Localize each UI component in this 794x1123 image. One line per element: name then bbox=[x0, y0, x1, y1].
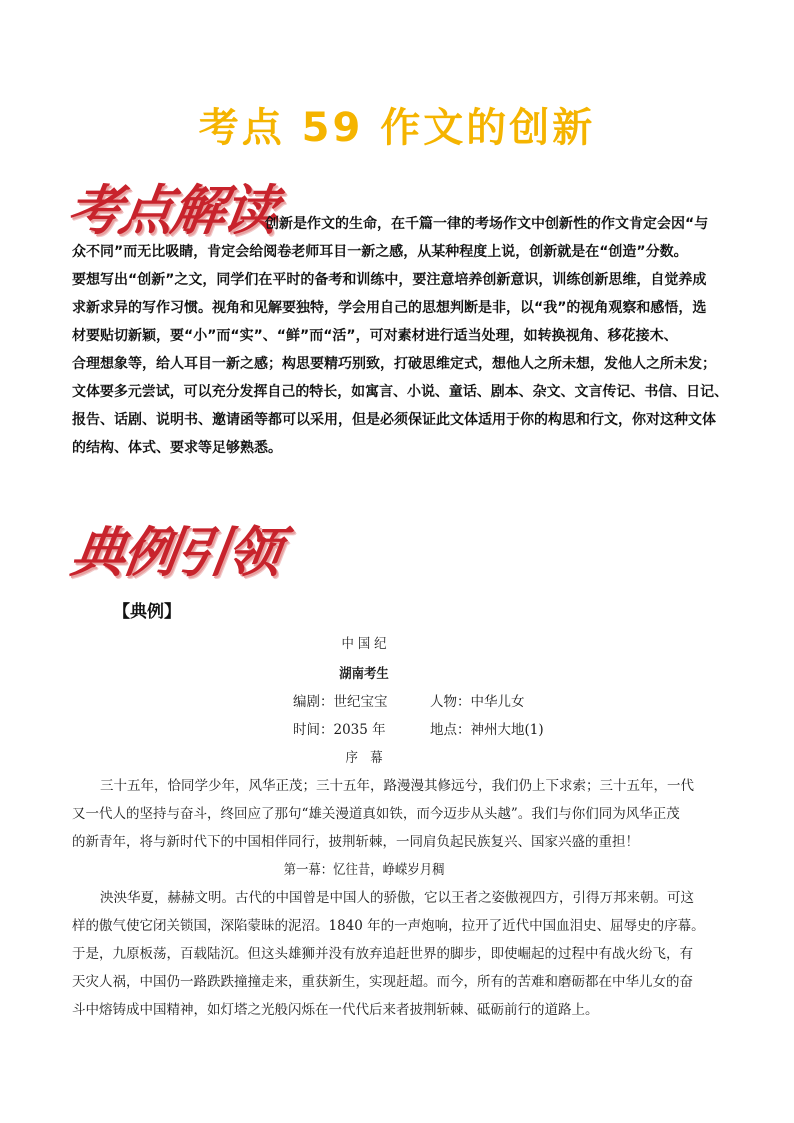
section-heading-examples: 典例引领 bbox=[67, 520, 285, 584]
essay-line: 的新青年，将与新时代下的中国相伴同行，披荆斩棘，一同肩负起民族复兴、国家兴盛的重担！ bbox=[72, 834, 639, 850]
essay-line: 于是，九原板荡，百载陆沉。但这头雄狮并没有放弃追赶世界的脚步，即使崛起的过程中有战火纷飞，有 bbox=[72, 946, 693, 962]
essay-line: 天灾人祸，中国仍一路跌跌撞撞走来，重获新生，实现赶超。而今，所有的苦难和磨砺都在中华儿女的奋 bbox=[72, 974, 693, 990]
section-heading-analysis: 考点解读 bbox=[63, 178, 281, 242]
intro-line: 众不同”而无比吸睛，肯定会给阅卷老师耳目一新之感，从某种程度上说，创新就是在“创造”分数。 bbox=[72, 244, 688, 260]
essay-credit-characters: 人物：中华儿女 bbox=[430, 694, 525, 710]
page-title: 考点 59 作文的创新 bbox=[198, 105, 596, 151]
intro-line: 文体要多元尝试，可以充分发挥自己的特长，如寓言、小说、童话、剧本、杂文、文言传记、书信、日记、 bbox=[72, 384, 729, 400]
essay-line: 三十五年，恰同学少年，风华正茂；三十五年，路漫漫其修远兮，我们仍上下求索；三十五年，一代 bbox=[100, 778, 694, 794]
essay-line: 又一代人的坚持与奋斗，终回应了那句“雄关漫道真如铁，而今迈步从头越”。我们与你们同为风华正茂 bbox=[72, 806, 680, 822]
example-label: 【典例】 bbox=[113, 602, 181, 622]
intro-line: 创新是作文的生命，在千篇一律的考场作文中创新性的作文肯定会因“与 bbox=[265, 216, 709, 232]
essay-credit-writer: 编剧：世纪宝宝 bbox=[293, 694, 388, 710]
intro-line: 报告、话剧、说明书、邀请函等都可以采用，但是必须保证此文体适用于你的构思和行文，你对这种文体 bbox=[72, 412, 716, 428]
essay-line: 泱泱华夏，赫赫文明。古代的中国曾是中国人的骄傲，它以王者之姿傲视四方，引得万邦来朝。可这 bbox=[100, 890, 694, 906]
act1-heading: 第一幕：忆往昔，峥嵘岁月稠 bbox=[283, 862, 445, 878]
intro-line: 的结构、体式、要求等足够熟悉。 bbox=[72, 440, 282, 456]
essay-title: 中 国 纪 bbox=[341, 636, 387, 652]
essay-credit-place: 地点：神州大地(1) bbox=[430, 722, 544, 738]
essay-line: 斗中熔铸成中国精神，如灯塔之光般闪烁在一代代后来者披荆斩棘、砥砺前行的道路上。 bbox=[72, 1002, 599, 1018]
essay-author: 湖南考生 bbox=[339, 666, 389, 682]
intro-line: 材要贴切新颖，要“小”而“实”、“鲜”而“活”，可对素材进行适当处理，如转换视角、移花接木、 bbox=[72, 328, 678, 344]
intro-line: 求新求异的写作习惯。视角和见解要独特，学会用自己的思想判断是非，以“我”的视角观察和感悟，选 bbox=[72, 300, 707, 316]
essay-line: 样的傲气使它闭关锁国，深陷蒙昧的泥沼。1840 年的一声炮响，拉开了近代中国血泪史、屈辱史的序幕。 bbox=[72, 918, 705, 934]
intro-line: 合理想象等，给人耳目一新之感；构思要精巧别致，打破思维定式，想他人之所未想，发他人之所未发； bbox=[72, 356, 716, 372]
intro-line: 要想写出“创新”之文，同学们在平时的备考和训练中，要注意培养创新意识，训练创新思维，自觉养成 bbox=[72, 272, 707, 288]
prologue-heading: 序 幕 bbox=[345, 750, 383, 766]
essay-credit-time: 时间：2035 年 bbox=[293, 722, 386, 738]
